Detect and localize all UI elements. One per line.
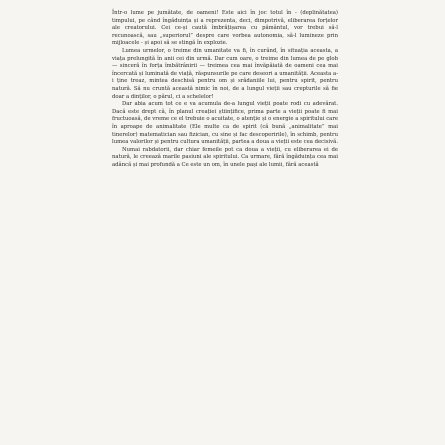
paragraph: Lumea urmelor, o treime din umanitate va fi, în curând, în situația aceasta, a viața prelungită în anii cei din urmă. Dar cum oare, o treime din lumea de pe glob — sinceră în forța îmbătrânirii — treimea cea mai învăpăiată de oameni cea mai încercată și luminată de viață, răspunsurile pe care deseori a umanității. Aceasta a-i ține treaz, mintea deschisă pentru om și srădaniile lui, pentru spirit, pentru natură. Să nu cruntă această nimic în noi, de a lungul vieții sau crepturile să fie doar a dinților, o părul, ci a schelelor!	[112, 47, 338, 100]
paragraph: Într-o lume pe jumătate, de oameni! Este aici în joc totul în - (deplinătatea) timpului, pe când îngăduința și a reprezenta, deci, dimpotrivă, eliberarea forțelor ale creatorului. Cei ce-și caută îmbrățișarea cu pământul, vor trebui să-l recunoască, sau „superiorul” despre care vorbea autonomia, să-l lumineze prin mijloacele - și apoi să se stingă în explozie.	[112, 10, 338, 47]
paragraph: Dar abia acum tot ce e va acumula de-a lungul vieții poate rodi cu adevărat. Dacă este drept că, în planul creației științifice, prima parte a vieții poate fi mai fructuoasă, de vreme ce el trebuie o acuitate, o atenție și o energie a spiritului care în aproape de animalitate (Ele multe ca de spirit (că bună „animalitate” mai tinerelor) matematician sau fizician, cu sine și fac descoperirile), în schimb, pentru lumea valorilor și pentru cultura umanității, partea a doua a vieții este cea decisivă.	[112, 101, 339, 146]
body-text	[112, 10, 338, 169]
paragraph: Numai rabdatorii, dar chiar femeile pot ca doua a vieții, cu eliberarea ei de natură, le creează marile pasiuni ale spiritului. Ca urmare, fără îngăduința cea mai adâncă și mai profundă a Ce este un om, în unele pași ale lumii, fără această	[112, 146, 338, 168]
